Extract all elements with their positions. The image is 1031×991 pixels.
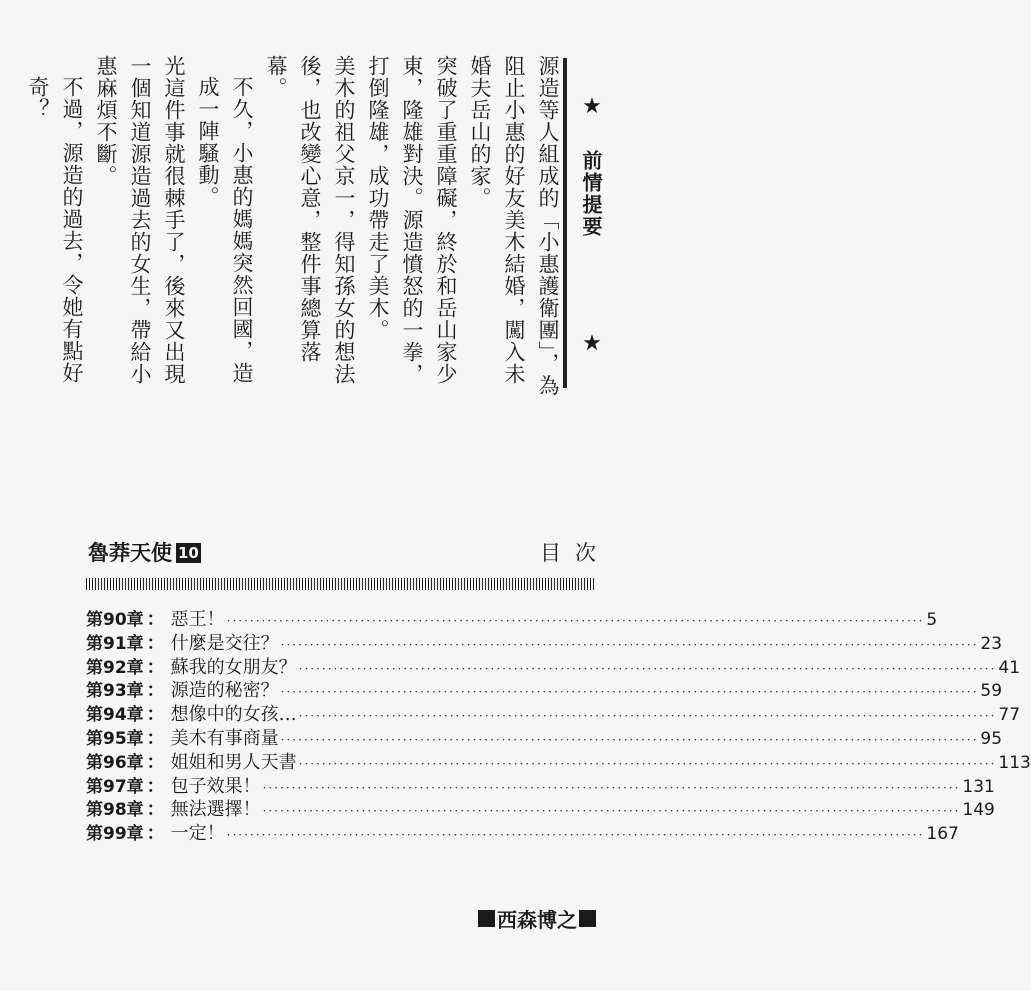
toc-label: 目次 xyxy=(540,541,610,565)
chapter-page: 23 xyxy=(980,633,1003,654)
chapter-page: 77 xyxy=(998,705,1021,726)
square-icon xyxy=(579,910,596,927)
leader-dots: ························································································································ xyxy=(226,614,925,628)
toc-item xyxy=(86,748,1031,773)
recap-paragraph-5: 光這件事就很棘手了，後來又出現一個知道源造過去的女生，帶給小惠麻煩不斷。 xyxy=(94,55,186,385)
leader-dots: ························································································································ xyxy=(280,732,979,747)
chapter-colon: ： xyxy=(146,704,165,726)
chapter-colon: ： xyxy=(146,656,165,678)
book-title: 魯莽天使 xyxy=(88,541,172,565)
toc-list xyxy=(86,605,1031,845)
leader-dots: ························································································································ xyxy=(298,756,997,771)
chapter-page: 41 xyxy=(998,657,1021,678)
chapter-page: 95 xyxy=(980,728,1003,749)
chapter-title: 蘇我的女朋友？ xyxy=(170,656,297,678)
chapter-title: 源造的秘密？ xyxy=(170,680,279,702)
chapter-title: 想像中的女孩… xyxy=(170,704,297,726)
toc-item xyxy=(86,653,1021,678)
chapter-title: 姐姐和男人天書 xyxy=(170,751,297,773)
chapter-number: 第91章 xyxy=(86,633,144,654)
leader-dots: ························································································································ xyxy=(280,685,979,700)
chapter-number: 第90章 xyxy=(86,610,144,630)
chapter-colon: ： xyxy=(146,609,165,630)
chapter-title: 什麼是交往？ xyxy=(170,632,279,654)
chapter-number: 第96章 xyxy=(86,752,144,773)
chapter-number: 第92章 xyxy=(86,657,144,678)
chapter-colon: ： xyxy=(146,751,165,773)
toc-item xyxy=(86,629,1003,654)
volume-number: 10 xyxy=(178,544,199,562)
author-credit xyxy=(478,904,596,933)
chapter-title: 一定！ xyxy=(170,823,225,845)
leader-dots: ························································································································ xyxy=(280,637,979,652)
chapter-number: 第95章 xyxy=(86,728,144,749)
chapter-number: 第98章 xyxy=(86,800,144,821)
chapter-page: 167 xyxy=(926,824,959,845)
chapter-title: 惡王！ xyxy=(170,609,225,630)
recap-paragraph-2: 突破了重重障礙，終於和岳山家少東，隆雄對決。源造憤怒的一拳，打倒隆雄，成功帶走了美木。 xyxy=(366,55,458,385)
star-icon: ★ xyxy=(582,331,602,356)
recap-paragraph-3: 美木的祖父京一，得知孫女的想法後，也改變心意，整件事總算落幕。 xyxy=(264,55,356,385)
leader-dots: ························································································································ xyxy=(262,780,961,795)
chapter-colon: ： xyxy=(146,727,165,749)
chapter-page: 113 xyxy=(998,752,1031,773)
toc-item xyxy=(86,605,938,630)
chapter-colon: ： xyxy=(146,632,165,654)
leader-dots: ························································································································ xyxy=(226,828,925,843)
chapter-page: 5 xyxy=(926,610,938,630)
chapter-colon: ： xyxy=(146,799,165,821)
chapter-colon: ： xyxy=(146,775,165,797)
toc-item xyxy=(86,700,1021,726)
recap-heading: 前情提要 xyxy=(579,150,603,238)
author-name: 西森博之 xyxy=(497,908,577,932)
chapter-title: 美木有事商量 xyxy=(170,727,279,749)
star-icon: ★ xyxy=(582,94,602,119)
leader-dots: ························································································································ xyxy=(298,661,997,676)
toc-header xyxy=(88,537,610,567)
toc-item xyxy=(86,772,995,797)
leader-dots: ························································································································ xyxy=(262,804,961,819)
recap-paragraph-6: 不過，源造的過去，令她有點好奇？ xyxy=(26,76,84,384)
recap-text xyxy=(26,55,565,400)
chapter-number: 第97章 xyxy=(86,776,144,797)
chapter-page: 59 xyxy=(980,681,1003,702)
recap-paragraph-4: 不久，小惠的媽媽突然回國，造成一陣騷動。 xyxy=(196,76,254,384)
hatch-divider xyxy=(86,578,596,590)
chapter-number: 第94章 xyxy=(86,705,144,726)
chapter-colon: ： xyxy=(146,823,165,845)
square-icon xyxy=(478,910,495,927)
chapter-page: 131 xyxy=(962,776,995,797)
toc-item xyxy=(86,795,995,821)
chapter-page: 149 xyxy=(962,800,995,821)
chapter-title: 無法選擇！ xyxy=(170,799,261,821)
chapter-colon: ： xyxy=(146,680,165,702)
toc-item xyxy=(86,819,959,845)
recap-paragraph-1: 源造等人組成的「小惠護衛團」，為阻止小惠的好友美木結婚，闖入未婚夫岳山的家。 xyxy=(468,55,560,397)
book-title-group xyxy=(88,537,201,567)
chapter-number: 第99章 xyxy=(86,824,144,845)
recap-divider xyxy=(563,58,567,388)
chapter-title: 包子效果！ xyxy=(170,775,261,797)
chapter-number: 第93章 xyxy=(86,681,144,702)
toc-item xyxy=(86,724,1003,749)
leader-dots: ························································································································ xyxy=(298,709,997,724)
toc-item xyxy=(86,676,1003,702)
